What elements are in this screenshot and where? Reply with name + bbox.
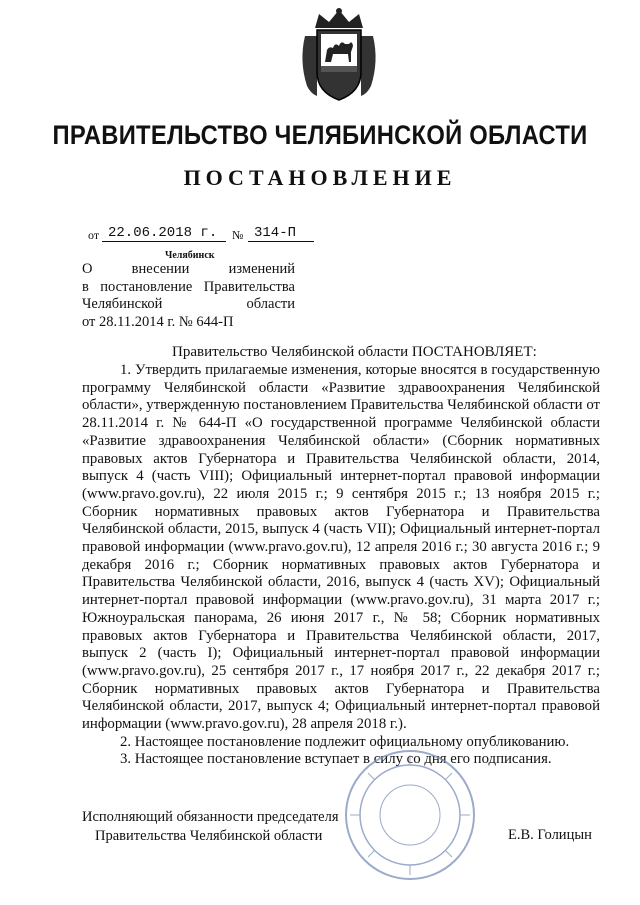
subject-line: от 28.11.2014 г. № 644-П — [82, 313, 234, 330]
city: Челябинск — [165, 250, 215, 261]
subject-line: в постановление Правительства — [82, 278, 295, 295]
subject-line: Челябинской области — [82, 296, 295, 312]
date-prefix: от — [88, 228, 100, 242]
signatory-position — [82, 808, 339, 846]
subject-line: О внесении изменений — [82, 261, 295, 277]
number-field — [248, 225, 314, 242]
document-type: ПОСТАНОВЛЕНИЕ — [183, 165, 457, 190]
position-line: Исполняющий обязанности председателя — [82, 809, 339, 825]
number-prefix: № — [232, 228, 244, 242]
resolution-intro: Правительство Челябинской области ПОСТАНОВЛЯЕТ: — [172, 344, 537, 360]
date-field — [102, 225, 226, 242]
government-title: ПРАВИТЕЛЬСТВО ЧЕЛЯБИНСКОЙ ОБЛАСТИ — [52, 120, 588, 150]
paragraph-3: 3. Настоящее постановление вступает в силу со дня его подписания. — [120, 751, 552, 768]
signatory-name: Е.В. Голицын — [508, 827, 592, 843]
official-seal-icon — [340, 745, 480, 885]
date-value: 22.06.2018 г. — [108, 225, 218, 241]
chelyabinsk-coat-of-arms-icon — [297, 6, 381, 102]
paragraph-2: 2. Настоящее постановление подлежит официальному опубликованию. — [120, 733, 570, 750]
document-subject — [82, 261, 295, 331]
position-line: Правительства Челябинской области — [95, 828, 323, 844]
number-value: 314-П — [254, 225, 297, 241]
paragraph-1: 1. Утвердить прилагаемые изменения, которые вносятся в государственную программу Челябинской области «Развитие здравоохранения Челябинской области», утвержденную постановлением Правительства Челябинской области от 28.11.2014 г. № 644-П «О государственной программе Челябинской области «Развитие здравоохранения Челябинской области» (Сборник нормативных правовых актов Губернатора и Правительства Челябинской области, 2014, выпуск 4 (часть VIII); Официальный интернет-портал правовой информации (www.pravo.gov.ru), 22 июля 2015 г.; 9 сентября 2015 г.; 13 ноября 2015 г.; Сборник нормативных правовых актов Губернатора и Правительства Челябинской области, 2015, выпуск 4 (часть VII); Официальный интернет-портал правовой информации (www.pravo.gov.ru), 12 апреля 2016 г.; 30 августа 2016 г.; 9 декабря 2016 г.; Сборник нормативных правовых актов Губернатора и Правительства Челябинской области, 2016, выпуск 4 (часть XV); Официальный интернет-портал правовой информации (www.pravo.gov.ru), 31 марта 2017 г.; Южноуральская панорама, 26 июня 2017 г., № 58; Сборник нормативных правовых актов Губернатора и Правительства Челябинской области, 2017, выпуск 2 (часть I); Официальный интернет-портал правовой информации (www.pravo.gov.ru), 25 сентября 2017 г., 17 ноября 2017 г., 22 декабря 2017 г.; Сборник нормативных правовых актов Губернатора и Правительства Челябинской области, 2017, выпуск 4; Официальный интернет-портал правовой информации (www.pravo.gov.ru), 28 апреля 2018 г.). — [82, 362, 600, 733]
resolution-body — [82, 362, 600, 769]
